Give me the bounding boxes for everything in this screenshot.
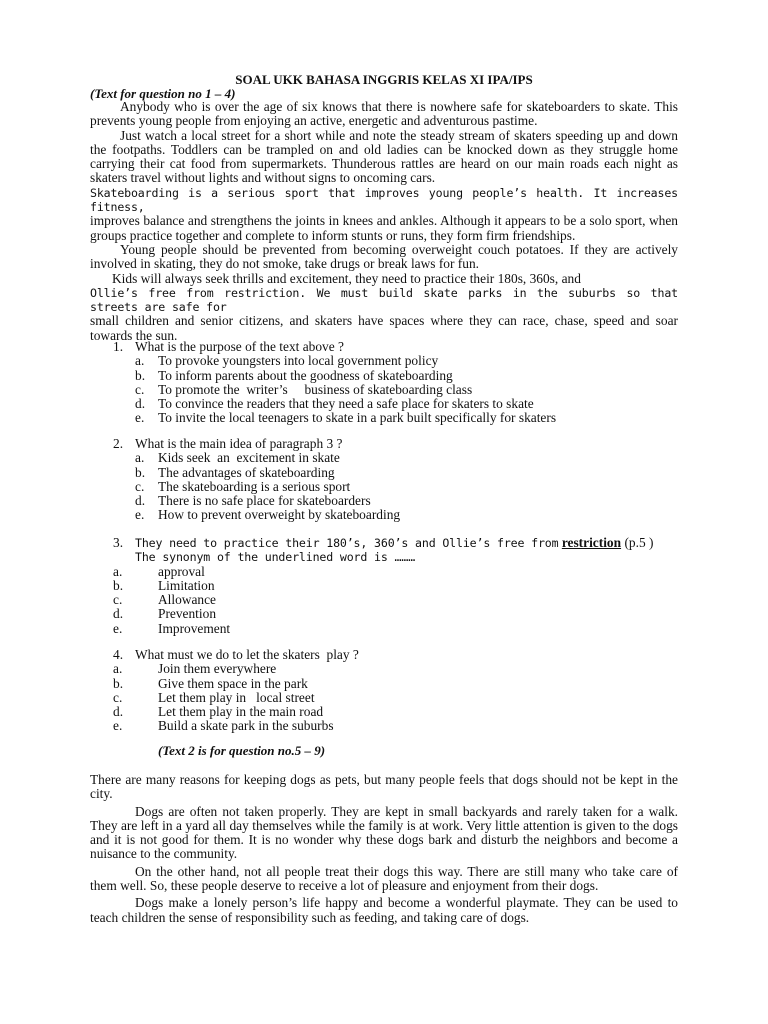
text2-paragraph-1: There are many reasons for keeping dogs as pets, but many people feels that dogs should not be kept in the city. bbox=[90, 772, 678, 802]
option-text: To invite the local teenagers to skate in a park built specifically for skaters bbox=[158, 410, 557, 426]
option-text: Improvement bbox=[158, 620, 231, 636]
text1-body bbox=[90, 100, 678, 343]
answer-option[interactable] bbox=[113, 705, 673, 719]
option-letter: d. bbox=[113, 606, 124, 622]
answer-option[interactable] bbox=[113, 719, 673, 733]
text2-paragraph-4: Dogs make a lonely person’s life happy and become a wonderful playmate. They can be used to teach children the sense of responsibility such as feeding, and taking care of dogs. bbox=[90, 895, 678, 925]
underlined-keyword: restriction bbox=[561, 535, 622, 550]
text1-paragraph-2c: improves balance and strengthens the joints in knees and ankles. Although it appears to be a solo sport, when groups practice together and complete to inform stunts or runs, they form firm friendships. bbox=[90, 213, 678, 243]
answer-option[interactable] bbox=[113, 565, 673, 579]
option-text: Limitation bbox=[158, 577, 215, 593]
page-title: SOAL UKK BAHASA INGGRIS KELAS XI IPA/IPS bbox=[235, 72, 533, 87]
option-text: To inform parents about the goodness of skateboarding bbox=[158, 367, 453, 383]
answer-option[interactable] bbox=[113, 451, 673, 465]
text2-heading: (Text 2 is for question no.5 – 9) bbox=[158, 743, 326, 758]
option-letter: a. bbox=[135, 450, 145, 466]
text1-heading: (Text for question no 1 – 4) bbox=[90, 86, 236, 101]
question-text: What must we do to let the skaters play ? bbox=[135, 647, 359, 662]
option-text: To promote the writer’s business of skateboarding class bbox=[158, 381, 473, 397]
answer-option[interactable] bbox=[113, 397, 673, 411]
option-letter: b. bbox=[135, 464, 146, 480]
answer-option[interactable] bbox=[113, 691, 673, 705]
question-number: 4. bbox=[113, 647, 124, 662]
option-letter: a. bbox=[113, 563, 123, 579]
answer-option[interactable] bbox=[113, 677, 673, 691]
answer-option[interactable] bbox=[113, 607, 673, 621]
answer-option[interactable] bbox=[113, 411, 673, 425]
option-text: Let them play in local street bbox=[158, 689, 315, 705]
option-text: How to prevent overweight by skateboarding bbox=[158, 507, 401, 523]
option-letter: b. bbox=[113, 577, 124, 593]
question-number: 3. bbox=[113, 535, 124, 550]
option-letter: c. bbox=[135, 381, 145, 397]
answer-option[interactable] bbox=[113, 466, 673, 480]
option-letter: a. bbox=[135, 353, 145, 369]
question-1 bbox=[113, 340, 673, 426]
option-text: To provoke youngsters into local government policy bbox=[158, 353, 439, 369]
text2-paragraph-2: Dogs are often not taken properly. They are kept in small backyards and rarely taken for a walk. They are left in a yard all day themselves while the family is at work. Very little attention is given to the dogs and it is not good for them. It is no wonder why these dogs bark and disturb the neighbors and become a nuisance to the community. bbox=[90, 803, 678, 862]
option-letter: c. bbox=[135, 478, 145, 494]
answer-option[interactable] bbox=[113, 494, 673, 508]
option-text: The advantages of skateboarding bbox=[158, 464, 335, 480]
question-3 bbox=[113, 536, 673, 636]
question-text: What is the main idea of paragraph 3 ? bbox=[135, 436, 343, 451]
answer-option[interactable] bbox=[113, 579, 673, 593]
option-letter: d. bbox=[135, 493, 146, 509]
option-letter: c. bbox=[113, 689, 123, 705]
text2-body bbox=[90, 773, 678, 928]
text1-paragraph-2b: Skateboarding is a serious sport that improves young people’s health. It increases fitness, bbox=[90, 185, 678, 215]
question-text: They need to practice their 180’s, 360’s and Ollie’s free from bbox=[135, 536, 559, 550]
option-letter: e. bbox=[135, 507, 145, 523]
option-letter: b. bbox=[135, 367, 146, 383]
option-text: Join them everywhere bbox=[158, 661, 277, 677]
text1-paragraph-4c: small children and senior citizens, and skaters have spaces where they can race, chase, speed and soar towards the sun. bbox=[90, 313, 678, 343]
option-text: Allowance bbox=[158, 592, 217, 608]
option-letter: d. bbox=[135, 396, 146, 412]
answer-option[interactable] bbox=[113, 383, 673, 397]
option-text: Give them space in the park bbox=[158, 675, 308, 691]
answer-option[interactable] bbox=[113, 622, 673, 636]
option-text: The skateboarding is a serious sport bbox=[158, 478, 351, 494]
text1-paragraph-4a: Kids will always seek thrills and excitement, they need to practice their 180s, 360s, and bbox=[112, 270, 581, 286]
option-letter: a. bbox=[113, 661, 123, 677]
answer-option[interactable] bbox=[113, 369, 673, 383]
answer-option[interactable] bbox=[113, 662, 673, 676]
option-text: Prevention bbox=[158, 606, 217, 622]
answer-option[interactable] bbox=[113, 480, 673, 494]
question-text: What is the purpose of the text above ? bbox=[135, 339, 344, 354]
option-text: Kids seek an excitement in skate bbox=[158, 450, 340, 466]
option-letter: c. bbox=[113, 592, 123, 608]
text1-paragraph-4b: Ollie’s free from restriction. We must build skate parks in the suburbs so that streets are safe for bbox=[90, 285, 678, 315]
option-text: Build a skate park in the suburbs bbox=[158, 718, 334, 734]
option-text: Let them play in the main road bbox=[158, 704, 324, 720]
answer-option[interactable] bbox=[113, 508, 673, 522]
option-letter: d. bbox=[113, 704, 124, 720]
question-4 bbox=[113, 648, 673, 734]
option-letter: b. bbox=[113, 675, 124, 691]
question-subtext: The synonym of the underlined word is ……… bbox=[135, 550, 416, 565]
option-text: approval bbox=[158, 563, 205, 579]
text1-paragraph-1: Anybody who is over the age of six knows that there is nowhere safe for skateboarders to skate. This prevents young people from enjoying an active, energetic and adventurous pastime. bbox=[90, 99, 678, 129]
option-letter: e. bbox=[113, 718, 123, 734]
text2-paragraph-3: On the other hand, not all people treat their dogs this way. There are still many who take care of them well. So, these people deserve to receive a lot of pleasure and enjoyment from their dogs. bbox=[90, 863, 678, 894]
text1-paragraph-2: Just watch a local street for a short while and note the steady stream of skaters speeding up and down the footpaths. Toddlers can be trampled on and old ladies can be knocked down as they struggle home carrying their cat food from supermarkets. Thunderous rattles are heard on our main roads each night as skaters travel without lights and without signs to oncoming cars. bbox=[90, 127, 678, 186]
answer-option[interactable] bbox=[113, 593, 673, 607]
option-text: There is no safe place for skateboarders bbox=[158, 493, 371, 509]
option-letter: e. bbox=[113, 620, 123, 636]
question-number: 1. bbox=[113, 339, 124, 354]
text1-paragraph-3: Young people should be prevented from becoming overweight couch potatoes. If they are actively involved in skating, they do not smoke, take drugs or break laws for fun. bbox=[90, 241, 678, 272]
question-number: 2. bbox=[113, 436, 124, 451]
answer-option[interactable] bbox=[113, 354, 673, 368]
option-letter: e. bbox=[135, 410, 145, 426]
question-reference: (p.5 ) bbox=[624, 535, 654, 550]
option-text: To convince the readers that they need a safe place for skaters to skate bbox=[158, 396, 534, 412]
question-2 bbox=[113, 437, 673, 523]
